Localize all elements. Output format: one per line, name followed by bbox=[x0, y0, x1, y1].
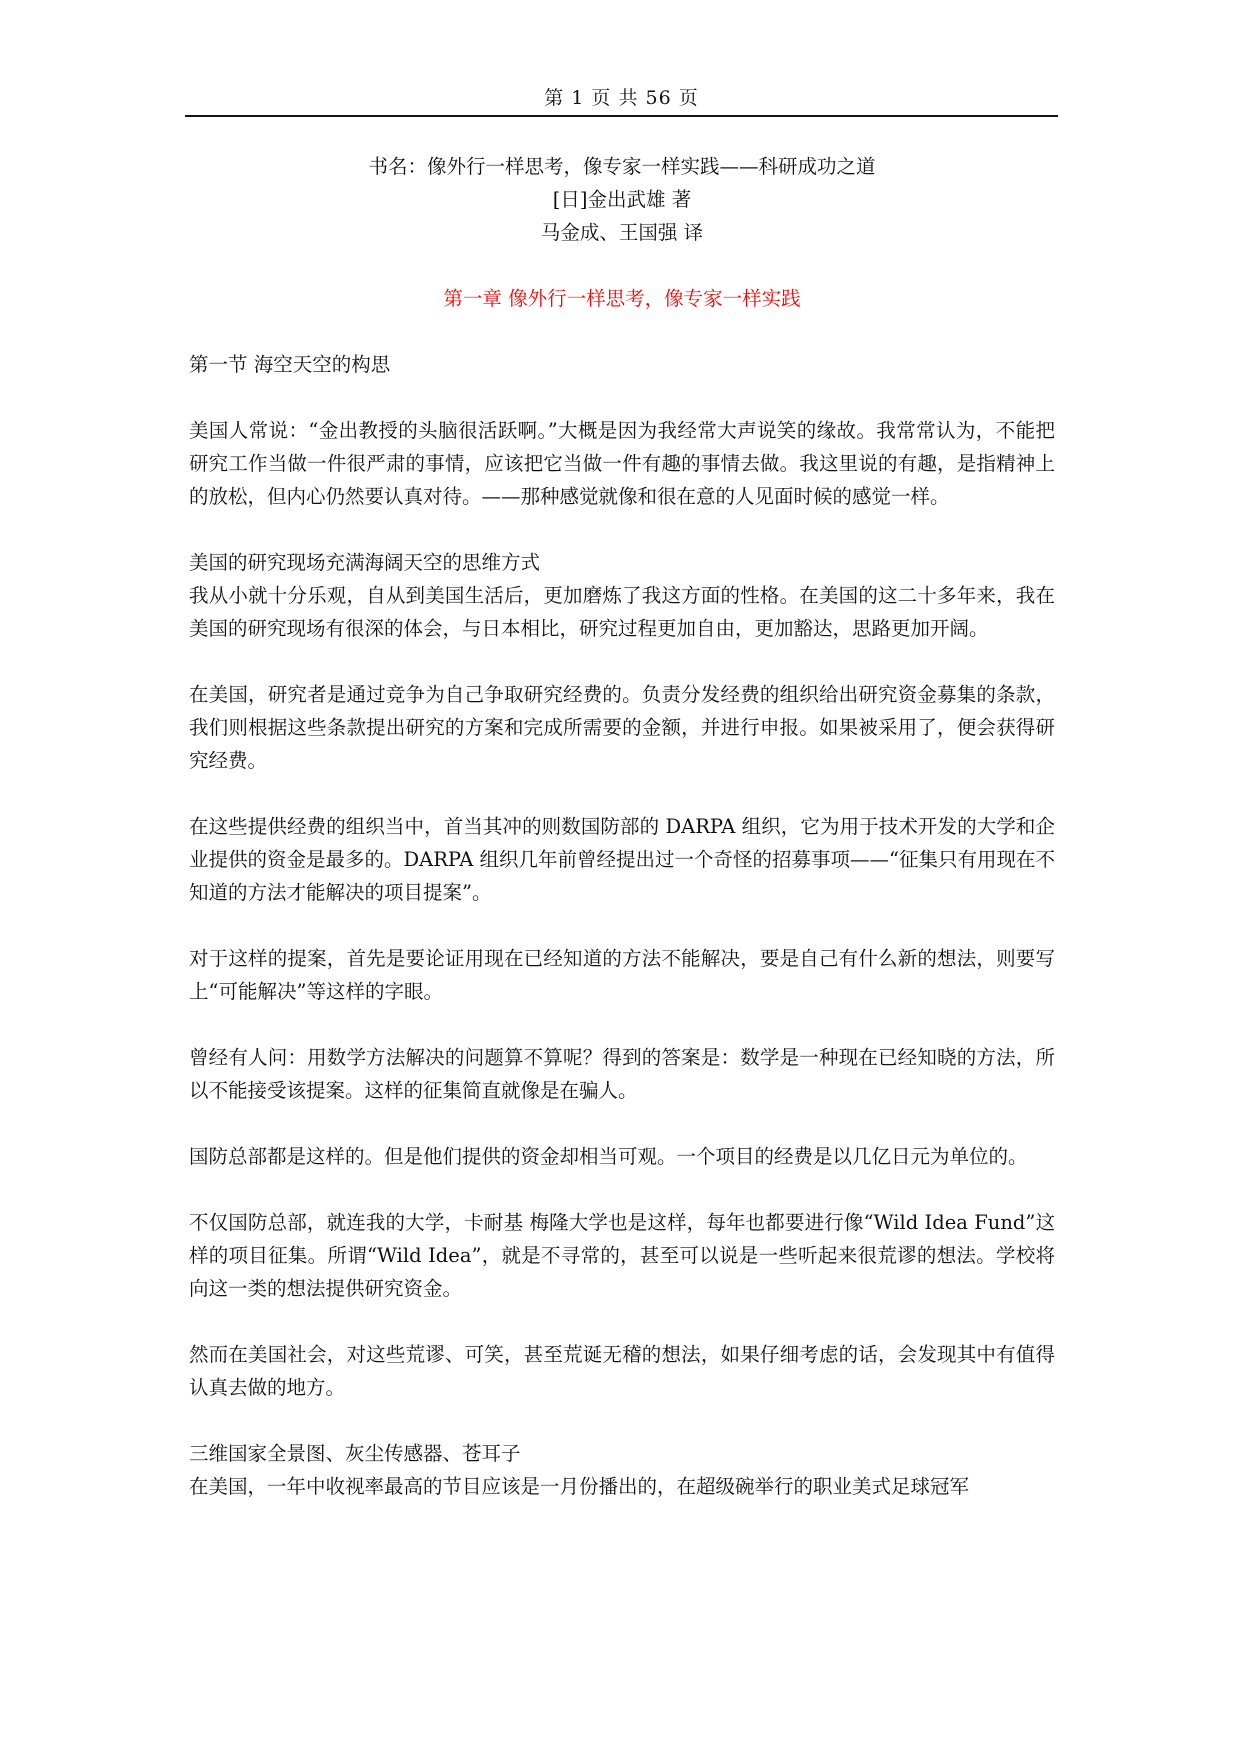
paragraph: 然而在美国社会，对这些荒谬、可笑，甚至荒诞无稽的想法，如果仔细考虑的话，会发现其中有值得认真去做的地方。 bbox=[189, 1343, 1055, 1399]
chapter-heading: 第一章 像外行一样思考，像专家一样实践 bbox=[443, 287, 801, 310]
paragraph: 在美国，一年中收视率最高的节目应该是一月份播出的，在超级碗举行的职业美式足球冠军 bbox=[189, 1475, 970, 1498]
book-author: [日]金出武雄 著 bbox=[552, 188, 692, 211]
paragraph: 我从小就十分乐观，自从到美国生活后，更加磨炼了我这方面的性格。在美国的这二十多年来，我在美国的研究现场有很深的体会，与日本相比，研究过程更加自由，更加豁达，思路更加开阔。 bbox=[189, 584, 1055, 640]
book-title: 书名：像外行一样思考，像专家一样实践——科研成功之道 bbox=[368, 155, 876, 178]
subheading: 三维国家全景图、灰尘传感器、苍耳子 bbox=[189, 1442, 521, 1465]
paragraph: 美国人常说：“金出教授的头脑很活跃啊。”大概是因为我经常大声说笑的缘故。我常常认为，不能把研究工作当做一件很严肃的事情，应该把它当做一件有趣的事情去做。我这里说的有趣，是指精神上的放松，但内心仍然要认真对待。——那种感觉就像和很在意的人见面时候的感觉一样。 bbox=[189, 419, 1055, 508]
section-heading: 第一节 海空天空的构思 bbox=[189, 353, 391, 376]
book-translators: 马金成、王国强 译 bbox=[540, 221, 704, 244]
paragraph: 对于这样的提案，首先是要论证用现在已经知道的方法不能解决，要是自己有什么新的想法，则要写上“可能解决”等这样的字眼。 bbox=[189, 947, 1055, 1003]
paragraph: 在这些提供经费的组织当中，首当其冲的则数国防部的 DARPA 组织，它为用于技术开发的大学和企业提供的资金是最多的。DARPA 组织几年前曾经提出过一个奇怪的招募事项——“征集只有用现在不知道的方法才能解决的项目提案”。 bbox=[189, 815, 1055, 904]
paragraph: 在美国，研究者是通过竞争为自己争取研究经费的。负责分发经费的组织给出研究资金募集的条款，我们则根据这些条款提出研究的方案和完成所需要的金额，并进行申报。如果被采用了，便会获得研究经费。 bbox=[189, 683, 1055, 772]
header-rule bbox=[185, 115, 1058, 117]
paragraph: 曾经有人问：用数学方法解决的问题算不算呢？得到的答案是：数学是一种现在已经知晓的方法，所以不能接受该提案。这样的征集简直就像是在骗人。 bbox=[189, 1046, 1055, 1102]
paragraph: 不仅国防总部，就连我的大学，卡耐基 梅隆大学也是这样，每年也都要进行像“Wild Idea Fund”这样的项目征集。所谓“Wild Idea”，就是不寻常的，甚至可以说是一些听起来很荒谬的想法。学校将向这一类的想法提供研究资金。 bbox=[189, 1211, 1055, 1300]
subheading: 美国的研究现场充满海阔天空的思维方式 bbox=[189, 551, 541, 574]
document-body bbox=[189, 150, 1055, 1503]
page-header: 第 1 页 共 56 页 bbox=[544, 87, 699, 109]
paragraph: 国防总部都是这样的。但是他们提供的资金却相当可观。一个项目的经费是以几亿日元为单位的。 bbox=[189, 1145, 1028, 1168]
